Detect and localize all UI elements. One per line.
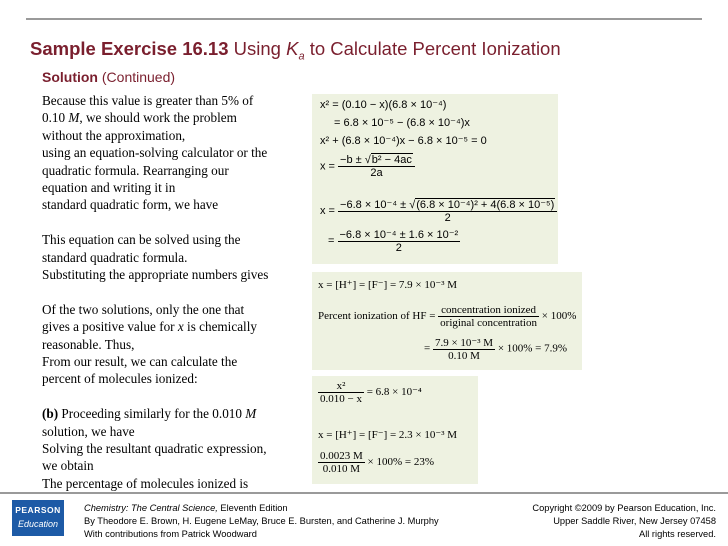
equation-line: = 6.8 × 10⁻⁵ − (6.8 × 10⁻⁴)x [334,117,470,129]
equation-line: x² = (0.10 − x)(6.8 × 10⁻⁴) [320,99,447,111]
equation-box-quadratic [312,94,558,264]
text-line: The percentage of molecules ionized is [42,475,249,491]
text-line: gives a positive value for x is chemically [42,319,257,335]
title-text: Using [228,38,287,59]
title-a: a [298,50,305,63]
quadratic-result: = $\frac{\text{−6.8 × 10⁻⁴ ± 1.6 × 10⁻²}}{2}$ [328,229,459,254]
text-line: standard quadratic form, we have [42,197,219,213]
book-edition: Eleventh Edition [217,503,288,513]
logo-text: PEARSON [15,505,61,515]
text-line: (b) Proceeding similarly for the 0.010 M [42,406,257,422]
quadratic-formula: x = $\frac{\text{−b ± √b² − 4ac}}{2a}$ [320,154,415,179]
book-authors: By Theodore E. Brown, H. Eugene LeMay, Bruce E. Bursten, and Catherine J. Murphy [84,516,439,526]
book-contributions: With contributions from Patrick Woodward [84,529,257,539]
text-line: solution, we have [42,423,135,439]
book-title: Chemistry: The Central Science, [84,503,218,513]
equation-line: x² + (6.8 × 10⁻⁴)x − 6.8 × 10⁻⁵ = 0 [320,135,487,147]
text-line: Of the two solutions, only the one that [42,301,245,317]
book-credits [84,502,439,541]
text-line: Solving the resultant quadratic expression, [42,441,267,457]
page-title [30,38,561,63]
text-line: 0.10 M, we should work the problem [42,110,237,126]
text-line: standard quadratic formula. [42,249,188,265]
title-exercise-number: Sample Exercise 16.13 [30,38,229,59]
address-line: Upper Saddle River, New Jersey 07458 [553,516,716,526]
quadratic-substitution: x = $\frac{\text{−6.8 × 10⁻⁴ ± √(6.8 × 10⁻⁴)² + 4(6.8 × 10⁻⁵)}}{2}$ [320,198,557,224]
equation-box-dilute [312,376,478,484]
equation-box-percent-ionization [312,272,582,370]
logo-text: Education [17,519,59,529]
text-line: we obtain [42,458,94,474]
copyright-line: Copyright ©2009 by Pearson Education, Inc. [532,503,716,513]
top-divider [26,18,702,20]
text-line: using an equation-solving calculator or the [42,145,268,161]
text-line: Because this value is greater than 5% of [42,93,254,108]
equation-line: x = [H⁺] = [F⁻] = 7.9 × 10⁻³ M [318,279,458,291]
text-line: This equation can be solved using the [42,232,241,248]
solution-text [42,92,294,492]
section-subhead [42,69,175,85]
footer-divider [0,492,728,494]
percent-ionization-formula: Percent ionization of HF = $\frac{\text{concentration ionized}}{\text{original concentration}}$ × 100% [318,304,577,329]
text-line: reasonable. Thus, [42,336,135,352]
equation-line: x = [H⁺] = [F⁻] = 2.3 × 10⁻³ M [318,429,458,441]
text-line: quadratic formula. Rearranging our [42,162,229,178]
rights-line: All rights reserved. [639,529,716,539]
pearson-logo [12,500,64,536]
text-line: Substituting the appropriate numbers gives [42,267,269,283]
copyright-notice [532,502,716,541]
equilibrium-expression: $\frac{\text{x²}}{0.010 - x}$ = 6.8 × 10⁻⁴ [320,380,422,405]
text-line: From our result, we can calculate the [42,354,238,370]
percent-result: $\frac{0.0023 M}{0.010 M}$ × 100% = 23% [320,450,435,475]
title-k: K [286,38,299,59]
text-line: equation and writing it in [42,180,176,196]
title-text-2: to Calculate Percent Ionization [304,38,561,59]
percent-ionization-result: = $\frac{\text{7.9 × 10⁻³ M}}{0.10 M}$ × 100% = 7.9% [424,337,568,362]
footer [0,492,728,546]
subhead-continued: (Continued) [98,69,176,85]
subhead-solution: Solution [42,69,98,85]
text-line: percent of molecules ionized: [42,371,198,387]
text-line: without the approximation, [42,127,186,143]
